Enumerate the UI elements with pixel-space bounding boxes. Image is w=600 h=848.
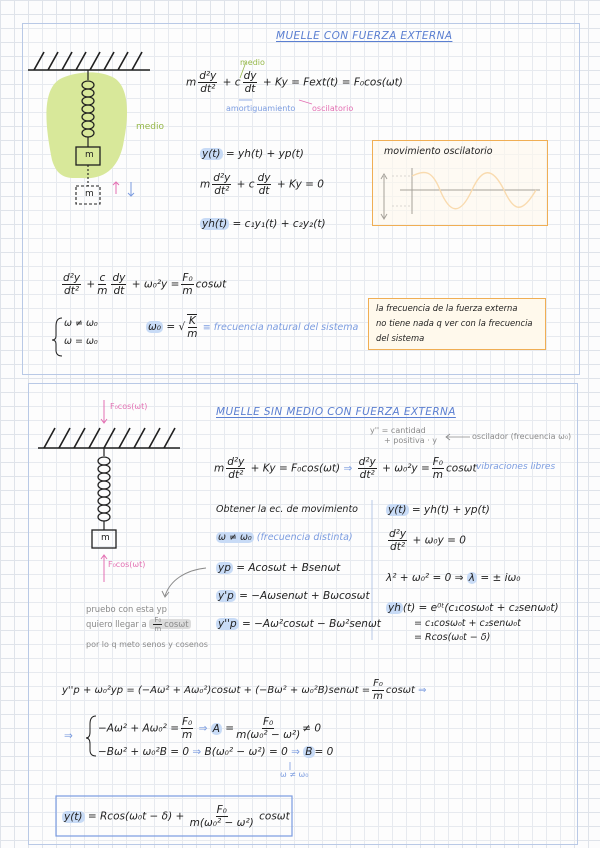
mass-label-dashed: m	[85, 189, 94, 199]
section1-title: MUELLE CON FUERZA EXTERNA	[276, 30, 453, 42]
vibraciones-libres: vibraciones libres	[476, 462, 556, 472]
oscilador-text: oscilador (frecuencia ω₀)	[472, 432, 572, 441]
eq-motion-no-medium: m $\frac{\text{d²y}}{\text{dt²}}$ + Ky = F₀cos(ωt) ⇒ $\frac{\text{d²y}}{\text{dt²}}$ + ω₀²y = $\frac{\text{F₀}}{m}$ cosωt	[214, 456, 477, 482]
note-line-1: la frecuencia de la fuerza externa	[376, 303, 518, 313]
prueba-line-3: por lo q meto senos y cosenos	[86, 640, 208, 649]
system-note: ω ≠ ω₀	[280, 770, 309, 779]
eq-yp-second: y''p = −Aω²cosωt − Bω²senωt	[218, 618, 381, 630]
eq-yh: yh(t) = c₁y₁(t) + c₂y₂(t)	[202, 218, 326, 230]
eq-right-yh-2: = c₁cosω₀t + c₂senω₀t	[414, 618, 521, 629]
case-omega-ne: ω ≠ ω₀	[64, 318, 98, 329]
system-eq-1: −Aω² + Aω₀² = $\frac{\text{F₀}}{m}$ ⇒ A = $\frac{\text{F₀}}{\text{m(ω₀² − ω²)}}$ ≠ 0	[98, 716, 322, 742]
prueba-line-1: pruebo con esta yp	[86, 604, 167, 614]
mass-label-2: m	[101, 533, 110, 543]
system-arrow: ⇒	[64, 730, 73, 742]
case-omega-eq: ω = ω₀	[64, 336, 98, 347]
eq-right-yh-3: = Rcos(ω₀t − δ)	[414, 632, 491, 643]
eq-right-y: y(t) = yh(t) + yp(t)	[388, 504, 490, 516]
eq-omega0: ω₀ = √ $\frac{K}{m}$ ≡ frecuencia natural del sistema	[148, 315, 359, 341]
eq-normalized: $\frac{\text{d²y}}{\text{dt²}}$ + $\frac{c}{m}$ $\frac{dy}{dt}$ + ω₀²y = $\frac{\text{F₀}}{m}$ cosωt	[63, 272, 227, 298]
label-oscilatorio: oscilatorio	[312, 104, 354, 113]
ceiling-1	[28, 52, 150, 70]
condition-line: ω ≠ ω₀ (frecuencia distinta)	[218, 532, 353, 543]
eq-homogeneous: m $\frac{\text{d²y}}{\text{dt²}}$ + c $\frac{dy}{dt}$ + Ky = 0	[200, 172, 324, 198]
note-line-3: del sistema	[376, 333, 425, 343]
eq-motion-external: m $\frac{\text{d²y}}{\text{dt²}}$ + c $\frac{dy}{dt}$ + Ky = Fext(t) = F₀cos(ωt)	[186, 70, 403, 96]
eq-substitution: y''p + ω₀²yp = (−Aω² + Aω₀²)cosωt + (−Bω² + ω₀²B)senωt = $\frac{\text{F₀}}{m}$ cosωt ⇒	[62, 678, 427, 702]
section2-title: MUELLE SIN MEDIO CON FUERZA EXTERNA	[216, 406, 456, 418]
movimiento-title: movimiento oscilatorio	[384, 146, 493, 157]
eq-y-general: y(t) = yh(t) + yp(t)	[202, 148, 304, 160]
force-label-bottom: F₀cos(ωt)	[108, 560, 146, 569]
label-medio-small: medio	[240, 58, 265, 67]
mass-label-1: m	[85, 150, 94, 160]
positiva-text: + positiva · y	[384, 436, 437, 445]
final-result: y(t) = Rcos(ω₀t − δ) + $\frac{\text{F₀}}{\text{m(ω₀² − ω²)}}$ cosωt	[64, 804, 290, 830]
ceiling-2	[38, 428, 180, 448]
prueba-line-2: quiero llegar a $\frac{\text{F₀}}{m}$ cosωt	[86, 616, 189, 634]
label-medio: medio	[136, 122, 165, 132]
label-amortiguamiento: amortiguamiento	[226, 104, 296, 113]
eq-yp: yp = Acosωt + Bsenωt	[218, 562, 341, 574]
system-eq-2: −Bω² + ω₀²B = 0 ⇒ B(ω₀² − ω²) = 0 ⇒ B = 0	[98, 746, 334, 758]
cantidad-text: y'' = cantidad	[370, 426, 426, 435]
note-line-2: no tiene nada q ver con la frecuencia	[376, 318, 533, 328]
medium-blob	[46, 72, 127, 178]
force-label-top: F₀cos(ωt)	[110, 402, 148, 411]
eq-yp-prime: y'p = −Aωsenωt + Bωcosωt	[218, 590, 370, 602]
eq-right-homog: $\frac{\text{d²y}}{\text{dt²}}$ + ω₀y = 0	[389, 528, 466, 554]
eq-right-yh: yh (t) = e⁰ᵗ(c₁cosω₀t + c₂senω₀t)	[388, 602, 559, 614]
eq-right-lambda: λ² + ω₀² = 0 ⇒ λ = ± iω₀	[386, 572, 521, 584]
obtener-text: Obtener la ec. de movimiento	[216, 504, 358, 515]
spring-2	[98, 448, 110, 530]
